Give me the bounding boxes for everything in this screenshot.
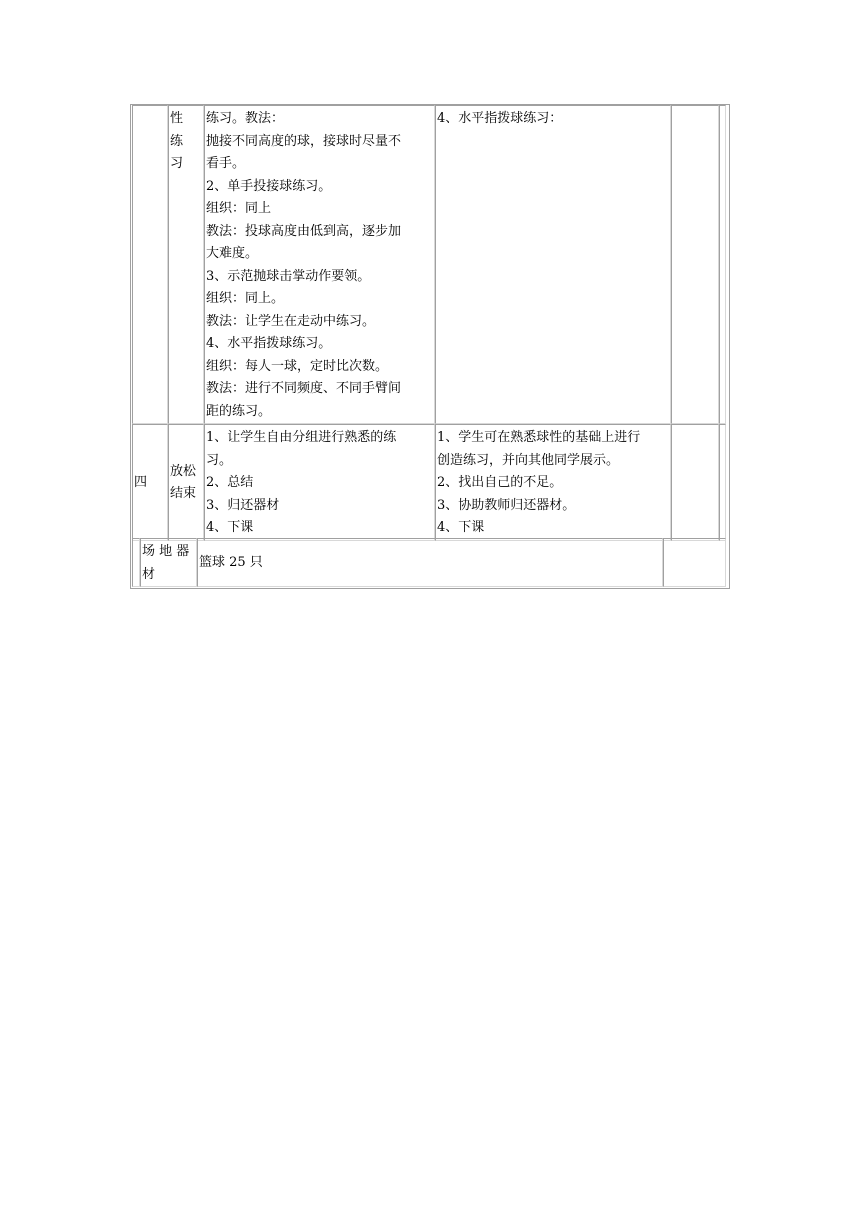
category-cell [168, 105, 204, 424]
empty-narrow-cell [719, 424, 726, 541]
teacher-line: 2、总结 [206, 475, 254, 490]
equipment-label-line: 材 [142, 566, 156, 582]
empty-cell [671, 424, 719, 541]
teacher-line: 大难度。 [206, 246, 259, 261]
student-line: 3、协助教师归还器材。 [437, 497, 576, 513]
lesson-plan-table [132, 105, 726, 541]
table-row-practice [132, 105, 726, 424]
teacher-line: 组织：同上 [206, 201, 272, 216]
student-activity-cell [435, 105, 671, 424]
teacher-activity-cell [204, 105, 435, 424]
teacher-line: 3、示范抛球击掌动作要领。 [206, 268, 371, 284]
teacher-line: 2、单手投接球练习。 [206, 178, 332, 194]
teacher-line: 1、让学生自由分组进行熟悉的练 [206, 430, 397, 445]
equipment-label-line: 场 地 器 [142, 544, 190, 559]
teacher-line: 教法：进行不同频度、不同手臂间 [206, 381, 402, 396]
teacher-activity-cell [204, 424, 435, 541]
table-row-cooldown [132, 424, 726, 541]
teacher-line: 看手。 [206, 156, 246, 171]
teacher-line: 3、归还器材 [206, 497, 280, 513]
category-cell [168, 424, 204, 541]
category-line: 练 [170, 133, 184, 149]
category-line: 习 [170, 156, 184, 171]
teacher-line: 距的练习。 [206, 403, 272, 419]
empty-narrow-cell [719, 105, 726, 424]
student-line: 4、水平指拨球练习： [437, 111, 563, 126]
teacher-line: 组织：每人一球，定时比次数。 [206, 358, 389, 374]
teacher-line: 教法：让学生在走动中练习。 [206, 313, 376, 329]
row-number-cell: 四 [132, 424, 168, 541]
empty-cell [663, 538, 726, 587]
empty-narrow-cell [132, 538, 140, 587]
teacher-line: 习。 [206, 452, 233, 468]
empty-cell [671, 105, 719, 424]
equipment-value-cell [197, 538, 663, 587]
teacher-line: 组织：同上。 [206, 291, 285, 306]
equipment-table [132, 538, 726, 587]
teacher-line: 教法：投球高度由低到高，逐步加 [206, 223, 402, 239]
category-line: 结束 [170, 486, 197, 502]
row-number-cell [132, 105, 168, 424]
student-line: 2、找出自己的不足。 [437, 475, 563, 490]
student-line: 创造练习，并向其他同学展示。 [437, 452, 620, 468]
student-activity-cell [435, 424, 671, 541]
teacher-line: 4、下课 [206, 520, 254, 535]
student-line: 1、学生可在熟悉球性的基础上进行 [437, 430, 641, 445]
equipment-row [132, 538, 726, 587]
equipment-value: 篮球 25 只 [199, 555, 263, 571]
teacher-line: 4、水平指拨球练习。 [206, 336, 332, 351]
student-line: 4、下课 [437, 520, 485, 535]
teacher-line: 练习。教法： [206, 111, 285, 126]
category-line: 性 [170, 111, 184, 126]
category-line: 放松 [170, 463, 197, 479]
teacher-line: 抛接不同高度的球，接球时尽量不 [206, 133, 402, 149]
equipment-label-cell [140, 538, 197, 587]
